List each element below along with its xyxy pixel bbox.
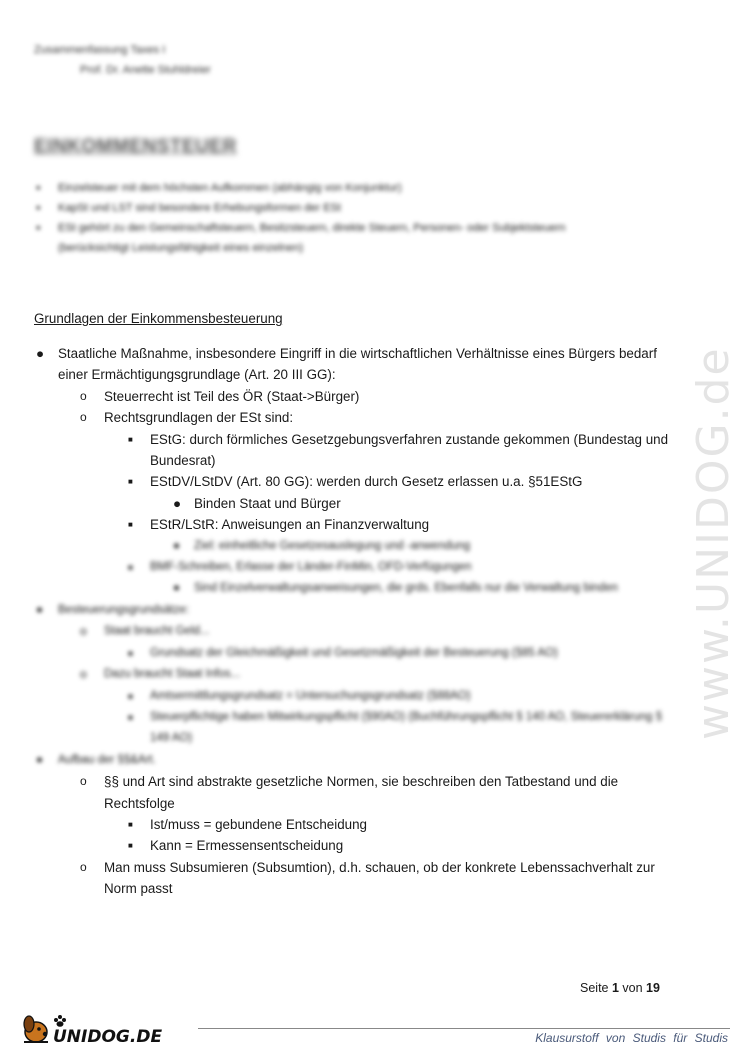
- list-item: o Steuerrecht ist Teil des ÖR (Staat->Bürger): [34, 386, 674, 407]
- circle-bullet-icon: o: [80, 388, 87, 403]
- dog-icon: [24, 1016, 48, 1042]
- list-item: ■ Ist/muss = gebundene Entscheidung: [34, 814, 674, 835]
- list-item: ■ BMF-Schreiben, Erlasse der Länder-FinMin, OFD-Verfügungen: [34, 557, 674, 578]
- subsection-title: Grundlagen der Einkommensbesteuerung: [34, 311, 283, 326]
- square-bullet-icon: ■: [128, 691, 133, 701]
- bullet-icon: ●: [36, 753, 43, 766]
- list-item: ● Binden Staat und Bürger: [34, 493, 674, 514]
- document-header: [34, 40, 211, 80]
- main-outline: [34, 343, 674, 900]
- list-item: ● Aufbau der §§&Art.: [34, 750, 674, 771]
- list-item: • Einzelsteuer mit dem höchsten Aufkommen (abhängig von Konjunktur): [34, 178, 614, 198]
- list-item: o Dazu braucht Staat Infos...: [34, 664, 674, 685]
- list-item: • ESt gehört zu den Gemeinschaftsteuern, Besitzsteuern, direkte Steuern, Personen- oder Subjektsteuern (berücksichtigt Leistungsfähigkeit eines einzelnen): [34, 218, 614, 258]
- list-item: ■ EStG: durch förmliches Gesetzgebungsverfahren zustande gekommen (Bundestag und Bundesrat): [34, 429, 674, 472]
- footer-slogan: Klausurstoff von Studis für Studis: [535, 1031, 728, 1045]
- unidog-logo: [20, 1012, 190, 1048]
- square-bullet-icon: ■: [128, 477, 133, 487]
- square-bullet-icon: ■: [128, 712, 133, 722]
- bullet-icon: ●: [173, 539, 180, 552]
- header-title: Zusammenfassung Taxes I: [34, 44, 166, 56]
- watermark: www.UNIDOG.de: [688, 346, 739, 740]
- square-bullet-icon: ■: [128, 841, 133, 851]
- square-bullet-icon: ■: [128, 520, 133, 530]
- list-item: ● Staatliche Maßnahme, insbesondere Eingriff in die wirtschaftlichen Verhältnisse eines Bürgers bedarf einer Ermächtigungsgrundlage (Art. 20 III GG):: [34, 343, 674, 386]
- bullet-icon: ●: [36, 346, 45, 361]
- footer-divider: [198, 1028, 730, 1029]
- circle-bullet-icon: o: [80, 624, 87, 639]
- list-item: ■ Amtsermittlungsgrundsatz = Untersuchungsgrundsatz (§88AO): [34, 686, 674, 707]
- paw-icon: [54, 1015, 66, 1027]
- square-bullet-icon: ■: [128, 563, 133, 573]
- circle-bullet-icon: o: [80, 667, 87, 682]
- list-item: o §§ und Art sind abstrakte gesetzliche Normen, sie beschreiben den Tatbestand und die Rechtsfolge: [34, 771, 674, 814]
- logo-text: UNIDOG.DE: [53, 1027, 163, 1047]
- circle-bullet-icon: o: [80, 410, 87, 425]
- bullet-icon: ●: [36, 603, 43, 616]
- bullet-icon: ●: [173, 495, 182, 511]
- list-item: ● Besteuerungsgrundsätze:: [34, 600, 674, 621]
- list-item: ■ Steuerpflichtige haben Mitwirkungspflicht (§90AO) (Buchführungspflicht § 140 AO, Steuererklärung § 149 AO): [34, 707, 674, 750]
- circle-bullet-icon: o: [80, 859, 87, 874]
- intro-list: [34, 178, 614, 258]
- list-item: o Rechtsgrundlagen der ESt sind:: [34, 407, 674, 428]
- list-item: ● Ziel: einheitliche Gesetzesauslegung und -anwendung: [34, 536, 674, 557]
- list-item: ■ EStDV/LStDV (Art. 80 GG): werden durch Gesetz erlassen u.a. §51EStG: [34, 471, 674, 492]
- list-item: o Man muss Subsumieren (Subsumtion), d.h. schauen, ob der konkrete Lebenssachverhalt zur Norm passt: [34, 857, 674, 900]
- list-item: • KapSt und LST sind besondere Erhebungsformen der ESt: [34, 198, 614, 218]
- circle-bullet-icon: o: [80, 774, 87, 789]
- square-bullet-icon: ■: [128, 819, 133, 829]
- square-bullet-icon: ■: [128, 648, 133, 658]
- list-item: ■ EStR/LStR: Anweisungen an Finanzverwaltung: [34, 514, 674, 535]
- page-number: Seite 1 von 19: [580, 981, 660, 995]
- list-item: ■ Grundsatz der Gleichmäßigkeit und Gesetzmäßigkeit der Besteuerung (§85 AO): [34, 643, 674, 664]
- header-author: Prof. Dr. Anette Stuhldreier: [80, 64, 211, 76]
- blurred-section: [34, 536, 674, 771]
- list-item: ● Sind Einzelverwaltungsanweisungen, die grds. Ebenfalls nur die Verwaltung binden: [34, 578, 674, 599]
- list-item: ■ Kann = Ermessensentscheidung: [34, 835, 674, 856]
- list-item: o Staat braucht Geld...: [34, 621, 674, 642]
- section-title: EINKOMMENSTEUER: [34, 136, 237, 157]
- bullet-icon: ●: [173, 582, 180, 595]
- square-bullet-icon: ■: [128, 434, 133, 444]
